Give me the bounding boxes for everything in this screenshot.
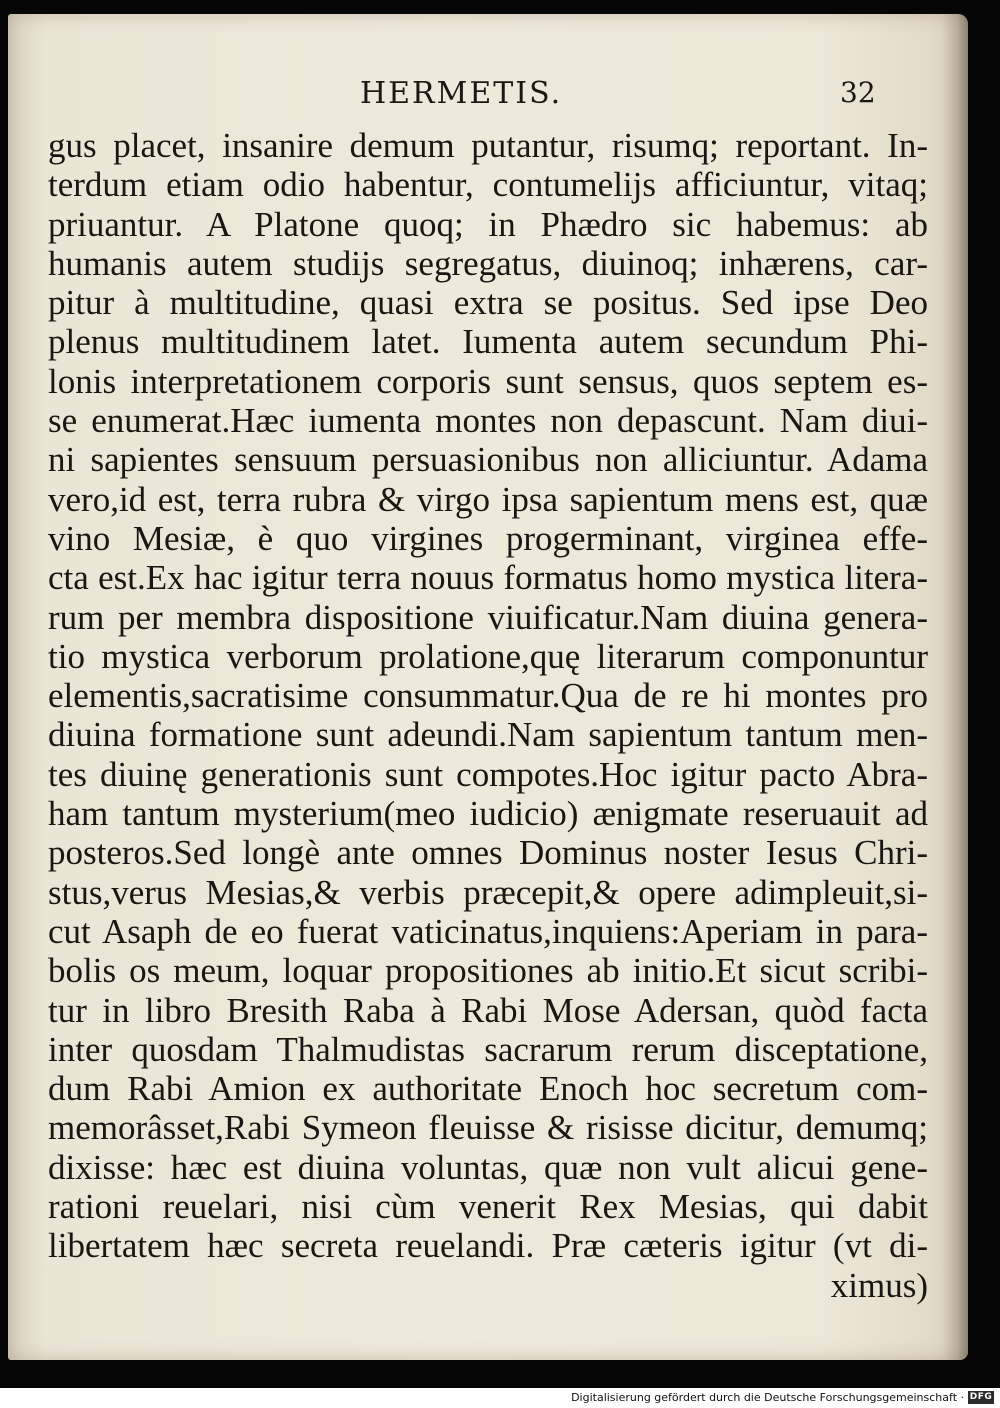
footer-bar bbox=[0, 1388, 1000, 1408]
text-line: elementis,sacratisime consummatur.Qua de re hi montes pro bbox=[48, 676, 928, 716]
text-line: cta est.Ex hac igitur terra nouus formatus homo mystica litera- bbox=[48, 558, 928, 598]
body-text bbox=[48, 126, 928, 1305]
text-line: bolis os meum, loquar propositiones ab initio.Et sicut scribi- bbox=[48, 951, 928, 991]
text-line: se enumerat.Hæc iumenta montes non depascunt. Nam diui- bbox=[48, 401, 928, 441]
text-line: priuantur. A Platone quoq; in Phædro sic habemus: ab bbox=[48, 204, 928, 244]
text-line: posteros.Sed longè ante omnes Dominus noster Iesus Chri- bbox=[48, 833, 928, 873]
text-line: lonis interpretationem corporis sunt sensus, quos septem es- bbox=[48, 361, 928, 401]
text-line: memorâsset,Rabi Symeon fleuisse & risisse dicitur, demumq; bbox=[48, 1108, 928, 1148]
text-line: tio mystica verborum prolatione,quę literarum componuntur bbox=[48, 636, 928, 676]
text-line: pitur à multitudine, quasi extra se positus. Sed ipse Deo bbox=[48, 283, 928, 323]
text-line: vero,id est, terra rubra & virgo ipsa sapientum mens est, quæ bbox=[48, 479, 928, 519]
text-line: diuina formatione sunt adeundi.Nam sapientum tantum men- bbox=[48, 715, 928, 755]
page-edge-shadow bbox=[942, 14, 968, 1360]
text-line: rationi reuelari, nisi cùm venerit Rex Mesias, qui dabit bbox=[48, 1187, 928, 1227]
text-line: humanis autem studijs segregatus, diuinoq; inhærens, car- bbox=[48, 243, 928, 283]
text-line: dixisse: hæc est diuina voluntas, quæ non vult alicui gene- bbox=[48, 1147, 928, 1187]
book-page bbox=[8, 14, 968, 1360]
text-line: rum per membra dispositione viuificatur.Nam diuina genera- bbox=[48, 597, 928, 637]
text-line: tes diuinę generationis sunt compotes.Hoc igitur pacto Abra- bbox=[48, 754, 928, 794]
text-line: libertatem hæc secreta reuelandi. Præ cæteris igitur (vt di- bbox=[48, 1226, 928, 1266]
text-line: stus,verus Mesias,& verbis præcepit,& opere adimpleuit,si- bbox=[48, 872, 928, 912]
text-line: ham tantum mysterium(meo iudicio) ænigmate reseruauit ad bbox=[48, 794, 928, 834]
text-line: cut Asaph de eo fuerat vaticinatus,inquiens:Aperiam in para- bbox=[48, 911, 928, 951]
dfg-logo: DFG bbox=[969, 1392, 993, 1402]
funding-credit: Digitalisierung gefördert durch die Deutsche Forschungsgemeinschaft · bbox=[571, 1391, 964, 1404]
text-line: gus placet, insanire demum putantur, risumq; reportant. In- bbox=[48, 126, 928, 165]
page-number: 32 bbox=[840, 76, 876, 109]
text-line: vino Mesiæ, è quo virgines progerminant, virginea effe- bbox=[48, 518, 928, 558]
text-line: ni sapientes sensuum persuasionibus non alliciuntur. Adama bbox=[48, 440, 928, 480]
text-line: inter quosdam Thalmudistas sacrarum rerum disceptatione, bbox=[48, 1029, 928, 1069]
text-line: dum Rabi Amion ex authoritate Enoch hoc secretum com- bbox=[48, 1069, 928, 1109]
running-title: HERMETIS. bbox=[360, 76, 563, 111]
text-line: terdum etiam odio habentur, contumelijs afficiuntur, vitaq; bbox=[48, 165, 928, 205]
text-line: plenus multitudinem latet. Iumenta autem secundum Phi- bbox=[48, 322, 928, 362]
catchword: ximus) bbox=[830, 1265, 928, 1305]
text-line: tur in libro Bresith Raba à Rabi Mose Adersan, quòd facta bbox=[48, 990, 928, 1030]
